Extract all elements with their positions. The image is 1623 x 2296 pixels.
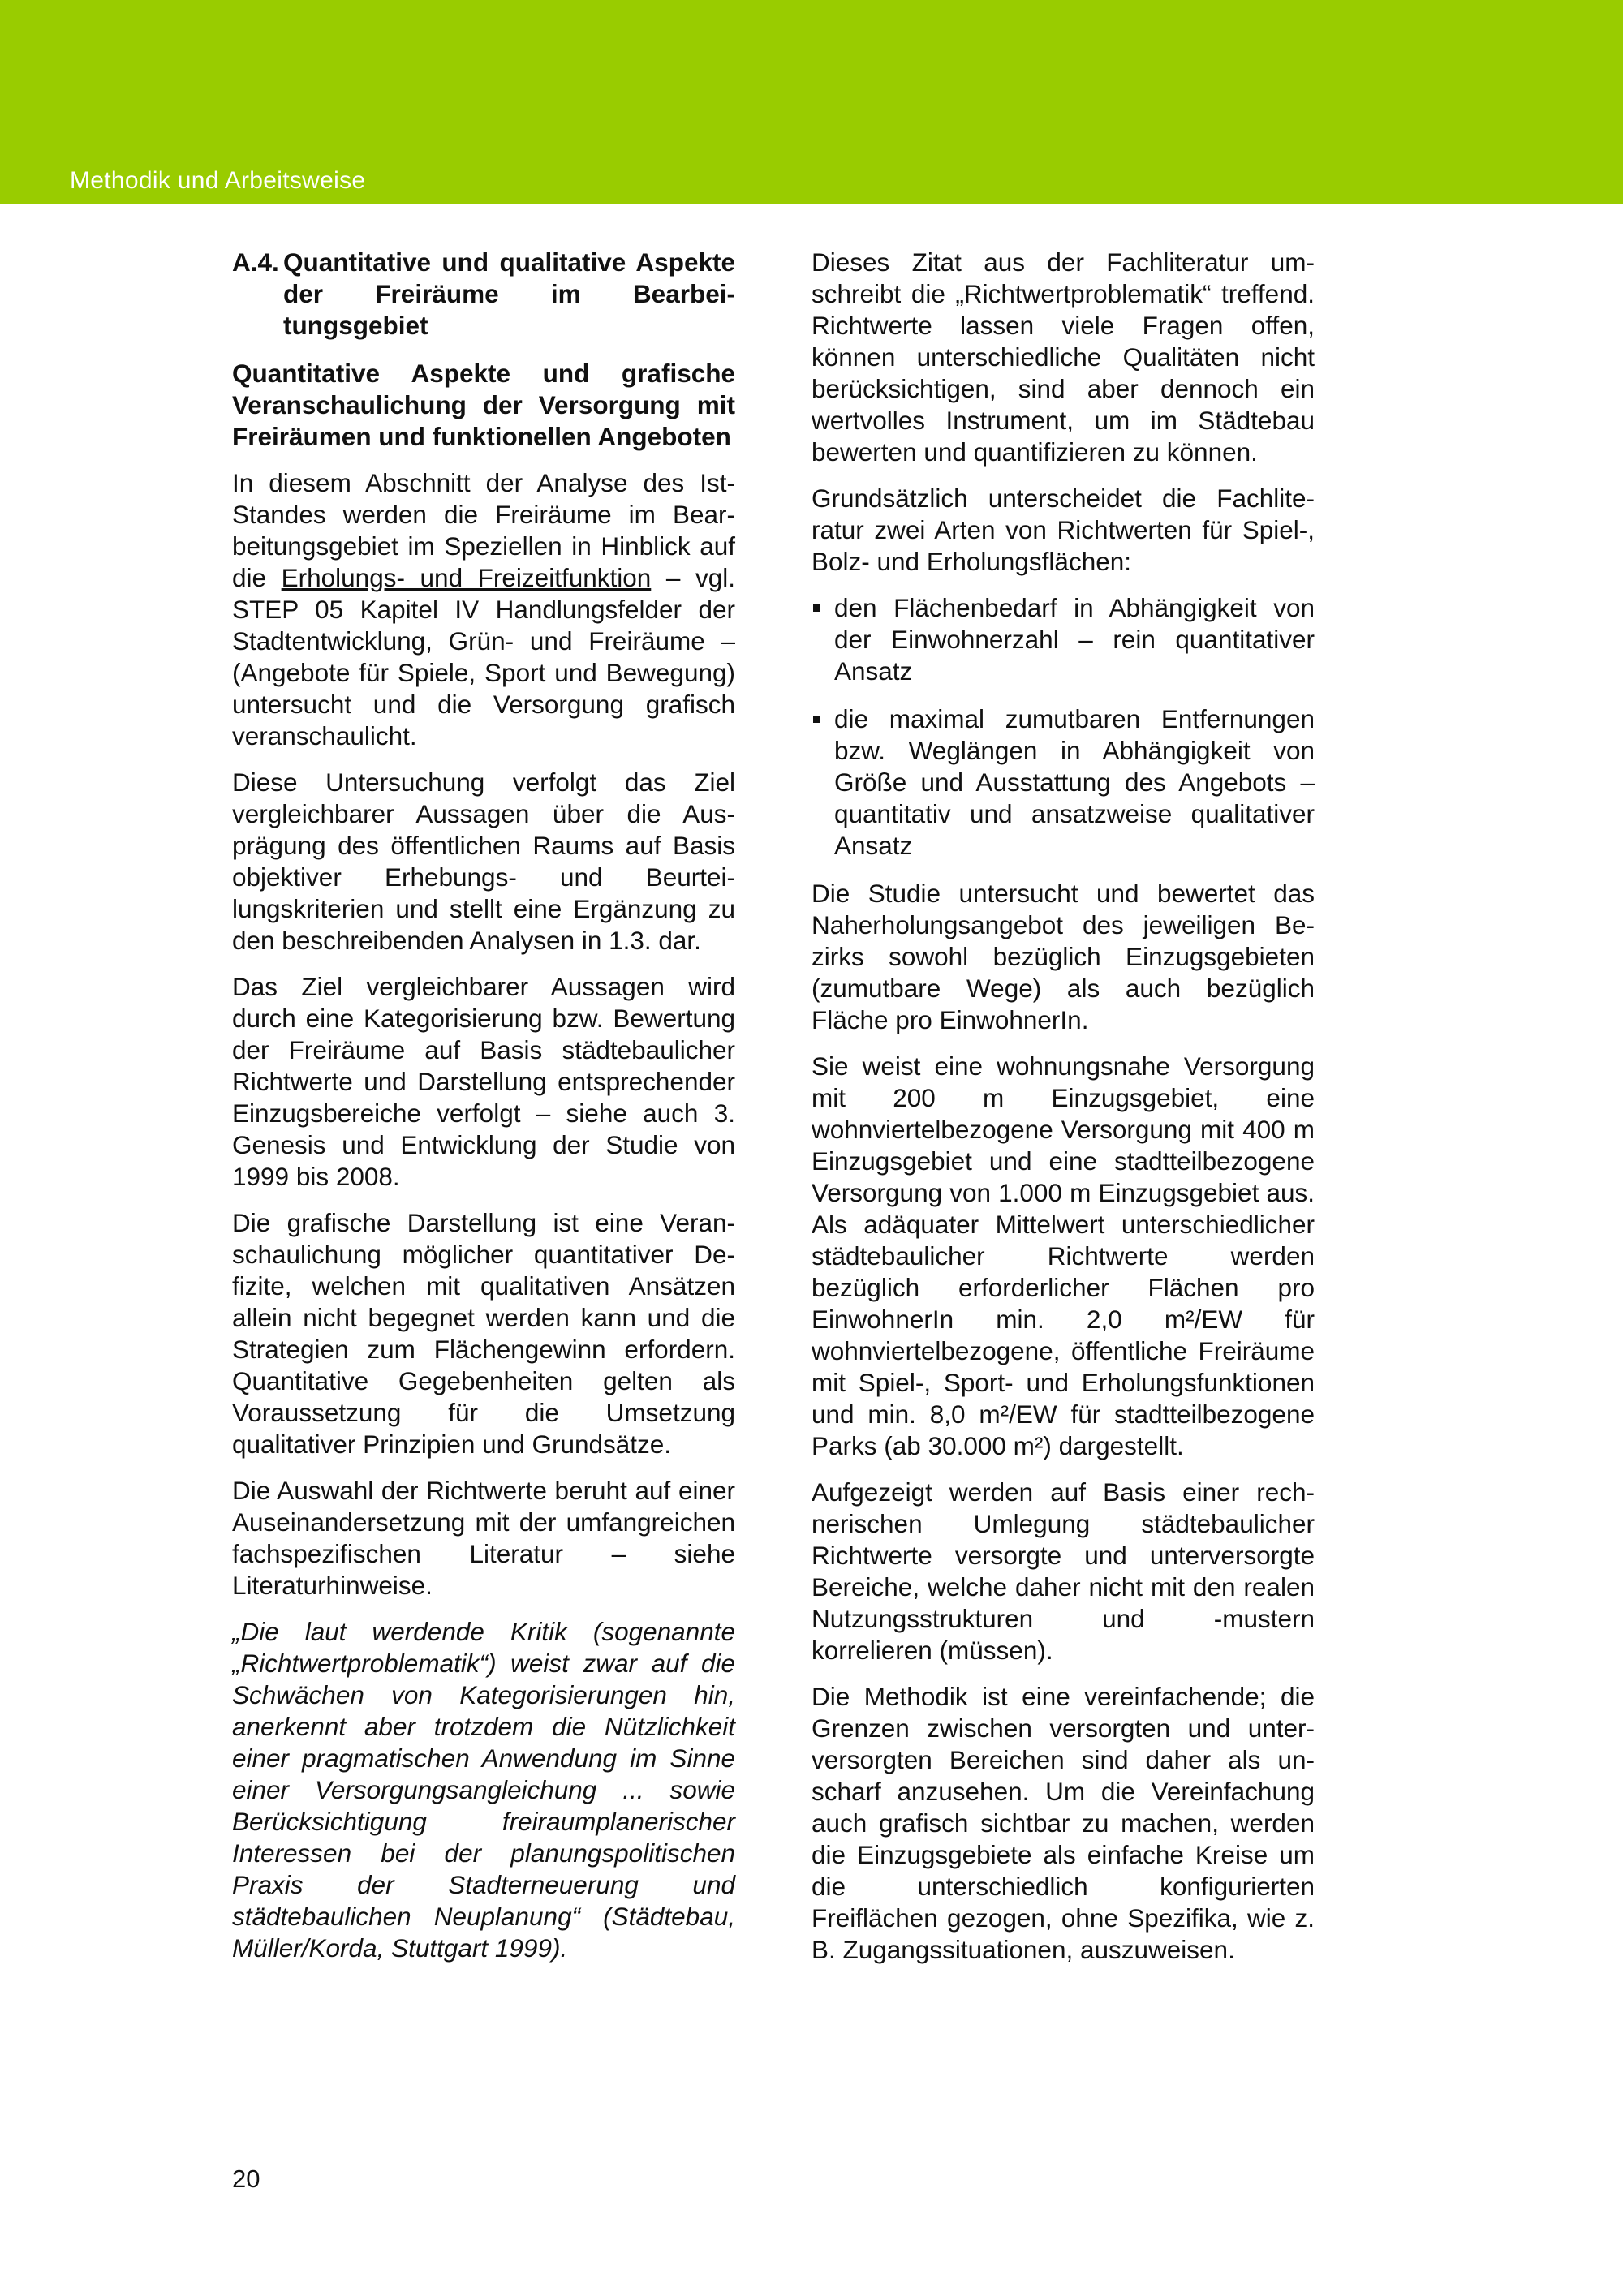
- list-item: den Flächenbedarf in Abhängigkeit von der Einwohnerzahl – rein quantitativer Ansatz: [812, 592, 1315, 687]
- paragraph: Die Studie untersucht und bewertet das Naherholungsangebot des jeweiligen Bezirks sowohl bezüglich Einzugsgebieten (zumutbare Wege) als auch bezüglich Fläche pro EinwohnerIn.: [812, 879, 1315, 1034]
- left-column: [232, 247, 735, 1979]
- paragraph: Aufgezeigt werden auf Basis einer rechnerischen Umlegung städtebaulicher Richtwerte versorgte und unterversorgte Bereiche, welche daher nicht mit den realen Nutzungsstrukturen und -mustern korrelieren (müssen).: [812, 1477, 1315, 1665]
- paragraph: Die Methodik ist eine vereinfachende; die Grenzen zwischen versorgten und unterversorgten Bereichen sind daher als unscharf anzusehen. Um die Vereinfachung auch grafisch sichtbar zu machen, werden die Einzugsgebiete als einfache Kreise um die unterschiedlich konfigurierten Freiflächen gezogen, ohne Spezifika, wie z. B. Zugangssituationen, auszuweisen.: [812, 1682, 1315, 1964]
- right-column: [812, 247, 1315, 1980]
- paragraph: In diesem Abschnitt der Analyse des Ist-Standes werden die Freiräume im Bearbeitungsgebiet im Speziellen in Hinblick auf die Erholungs- und Freizeitfunktion – vgl. STEP 05 Kapitel IV Handlungsfelder der Stadtentwicklung, Grün- und Freiräume – (Angebote für Spiele, Sport und Bewegung) untersucht und die Versorgung grafisch veranschaulicht.: [232, 468, 735, 750]
- paragraph: Dieses Zitat aus der Fachliteratur umschreibt die „Richtwertproblematik“ treffend. Richtwerte lassen viele Fragen offen, können unterschiedliche Qualitäten nicht berücksichtigen, sind aber dennoch ein wertvolles Instrument, um im Städtebau bewerten und quantifizieren zu können.: [812, 247, 1315, 467]
- section-label: Methodik und Arbeitsweise: [70, 167, 366, 194]
- paragraph: Grundsätzlich unterscheidet die Fachliteratur zwei Arten von Richtwerten für Spiel-, Bolz- und Erholungsflächen:: [812, 484, 1315, 576]
- paragraph: Diese Untersuchung verfolgt das Ziel vergleichbarer Aussagen über die Ausprägung des öffentlichen Raums auf Basis objektiver Erhebungs- und Beurteilungskriterien und stellt eine Ergänzung zu den beschreibenden Analysen in 1.3. dar.: [232, 767, 735, 955]
- paragraph: Die Auswahl der Richtwerte beruht auf einer Auseinandersetzung mit der umfangreichen fachspezifischen Literatur – siehe Literaturhinweise.: [232, 1476, 735, 1600]
- header-band: [0, 0, 1623, 204]
- paragraph: Die grafische Darstellung ist eine Veranschaulichung möglicher quantitativer Defizite, welchen mit qualitativen Ansätzen allein nicht begegnet werden kann und die Strategien zum Flächengewinn erfordern. Quantitative Gegebenheiten gelten als Voraussetzung für die Umsetzung qualitativer Prinzipien und Grundsätze.: [232, 1208, 735, 1459]
- bullet-list: [812, 592, 1315, 862]
- underlined-reference: Erholungs- und Freizeitfunktion: [281, 563, 652, 592]
- list-item: die maximal zumutbaren Entfernungen bzw. Weglängen in Abhängigkeit von Größe und Ausstattung des Angebots – quantitativ und ansatzweise qualitativer Ansatz: [812, 703, 1315, 862]
- quotation: „Die laut werdende Kritik (sogenannte „Richtwertproblematik“) weist zwar auf die Schwächen von Kategorisierungen hin, anerkennt aber trotzdem die Nützlichkeit einer pragmatischen Anwendung im Sinne einer Versorgungsangleichung ... sowie Berücksichtigung freiraumplanerischer Interessen bei der planungspolitischen Praxis der Stadterneuerung und städtebaulichen Neuplanung“ (Städtebau, Müller/Korda, Stuttgart 1999).: [232, 1617, 735, 1963]
- page-number: 20: [232, 2165, 260, 2193]
- paragraph: Sie weist eine wohnungsnahe Versorgung mit 200 m Einzugsgebiet, eine wohnviertelbezogene Versorgung mit 400 m Einzugsgebiet und eine stadtteilbezogene Versorgung von 1.000 m Einzugsgebiet aus. Als adäquater Mittelwert unterschiedlicher städtebaulicher Richtwerte werden bezüglich erforderlicher Flächen pro EinwohnerIn min. 2,0 m²/EW für wohnviertelbezogene, öffentliche Freiräume mit Spiel-, Sport- und Erholungsfunktionen und min. 8,0 m²/EW für stadtteilbezogene Parks (ab 30.000 m²) dargestellt.: [812, 1051, 1315, 1460]
- section-title: Quantitative und qualitative Aspekte der Freiräume im Bearbeitungsgebiet: [283, 247, 735, 340]
- subheading: Quantitative Aspekte und grafische Veranschaulichung der Versorgung mit Freiräumen und funktionellen Angeboten: [232, 359, 735, 451]
- section-number: A.4.: [232, 247, 279, 277]
- paragraph: Das Ziel vergleichbarer Aussagen wird durch eine Kategorisierung bzw. Bewertung der Freiräume auf Basis städtebaulicher Richtwerte und Darstellung entsprechender Einzugsbereiche verfolgt – siehe auch 3. Genesis und Entwicklung der Studie von 1999 bis 2008.: [232, 972, 735, 1191]
- section-heading: [232, 247, 735, 342]
